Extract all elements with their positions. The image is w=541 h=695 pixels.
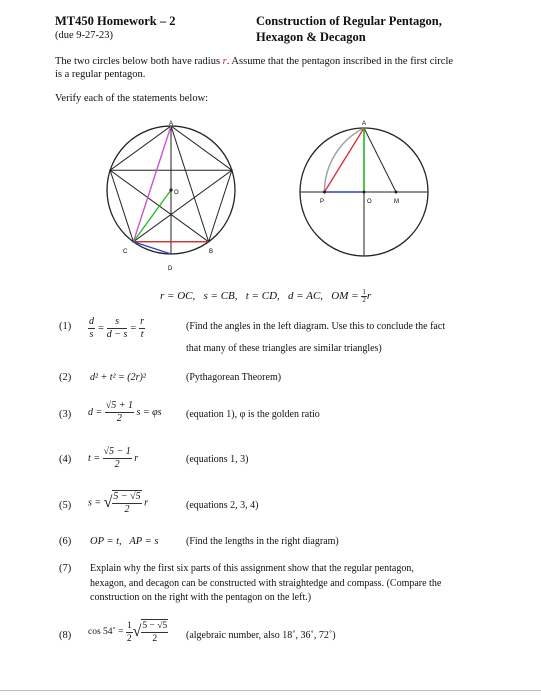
segment-CD bbox=[133, 242, 171, 254]
verify-instruction: Verify each of the statements below: bbox=[55, 93, 209, 104]
point-P bbox=[323, 191, 326, 194]
label-A-right: A bbox=[362, 121, 367, 127]
item-7-text-b: hexagon, and decagon can be constructed with straightedge and compass. (Compare the bbox=[90, 578, 442, 589]
center-point-O bbox=[169, 188, 172, 191]
label-O-left: O bbox=[174, 190, 179, 196]
construction-diagram bbox=[292, 112, 442, 272]
item-4-text: (equations 1, 3) bbox=[186, 454, 249, 465]
item-7-number: (7) bbox=[59, 563, 72, 574]
item-7-text-c: construction on the right with the pentagon on the left.) bbox=[90, 592, 312, 603]
equation-2: d² + t² = (2r)² bbox=[90, 372, 146, 383]
item-3-text: (equation 1), φ is the golden ratio bbox=[186, 409, 320, 420]
item-7-text-a: Explain why the first six parts of this assignment show that the regular pentagon, bbox=[90, 563, 414, 574]
item-3-number: (3) bbox=[59, 409, 72, 420]
equation-6: OP = t, AP = s bbox=[90, 536, 159, 547]
intro-line-1: The two circles below both have radius r. Assume that the pentagon inscribed in the first circle bbox=[55, 56, 454, 67]
label-P-right: P bbox=[320, 199, 325, 205]
item-5-number: (5) bbox=[59, 500, 72, 511]
item-5-text: (equations 2, 3, 4) bbox=[186, 500, 259, 511]
item-1-number: (1) bbox=[59, 321, 72, 332]
item-2-number: (2) bbox=[59, 372, 72, 383]
item-6-text: (Find the lengths in the right diagram) bbox=[186, 536, 339, 547]
equation-5: s = √ $\frac{5 - √5}{2}$ r bbox=[88, 491, 149, 515]
equation-1: $\frac{d}{s}$ = $\frac{s}{d - s}$ = $\frac{r}{t}$ bbox=[89, 316, 145, 340]
label-B-left: B bbox=[209, 249, 214, 255]
equation-4: t = $\frac{√5 - 1}{2}$ r bbox=[88, 446, 139, 470]
item-4-number: (4) bbox=[59, 454, 72, 465]
variable-definitions: r = OC, s = CB, t = CD, d = AC, OM = $\frac{1}{2}$ r bbox=[160, 288, 372, 304]
label-A-left: A bbox=[169, 121, 174, 127]
pentagon-diagram bbox=[95, 112, 255, 272]
label-C-left: C bbox=[123, 249, 128, 255]
point-M bbox=[395, 191, 398, 194]
label-D-left: D bbox=[168, 266, 173, 272]
segment-AM bbox=[364, 128, 396, 192]
item-8-text: (algebraic number, also 18˚, 36˚, 72˚) bbox=[186, 630, 336, 641]
segment-OC bbox=[133, 190, 171, 242]
segment-AC bbox=[133, 126, 171, 242]
sqrt-sign: √ bbox=[103, 494, 113, 511]
item-8-number: (8) bbox=[59, 630, 72, 641]
course-title: MT450 Homework – 2 bbox=[55, 14, 176, 28]
label-M-right: M bbox=[394, 199, 399, 205]
sqrt-sign-8: √ bbox=[132, 623, 142, 640]
due-date: (due 9-27-23) bbox=[55, 30, 114, 41]
topic-title-line2: Hexagon & Decagon bbox=[256, 30, 366, 44]
topic-title-line1: Construction of Regular Pentagon, bbox=[256, 14, 442, 28]
point-O bbox=[363, 191, 366, 194]
item-6-number: (6) bbox=[59, 536, 72, 547]
label-O-right: O bbox=[367, 199, 372, 205]
item-1-text-a: (Find the angles in the left diagram. Use this to conclude the fact bbox=[186, 321, 446, 332]
equation-8: cos 54˚ = $\frac{1}{2}$ √ $\frac{5 - √5}{2}$ bbox=[88, 620, 168, 644]
page-bottom-rule bbox=[0, 690, 541, 691]
item-2-text: (Pythagorean Theorem) bbox=[186, 372, 282, 383]
intro-line-2: is a regular pentagon. bbox=[55, 69, 146, 80]
item-1-text-b: that many of these triangles are similar triangles) bbox=[186, 343, 382, 354]
equation-3: d = $\frac{√5 + 1}{2}$ s = φs bbox=[88, 400, 162, 424]
